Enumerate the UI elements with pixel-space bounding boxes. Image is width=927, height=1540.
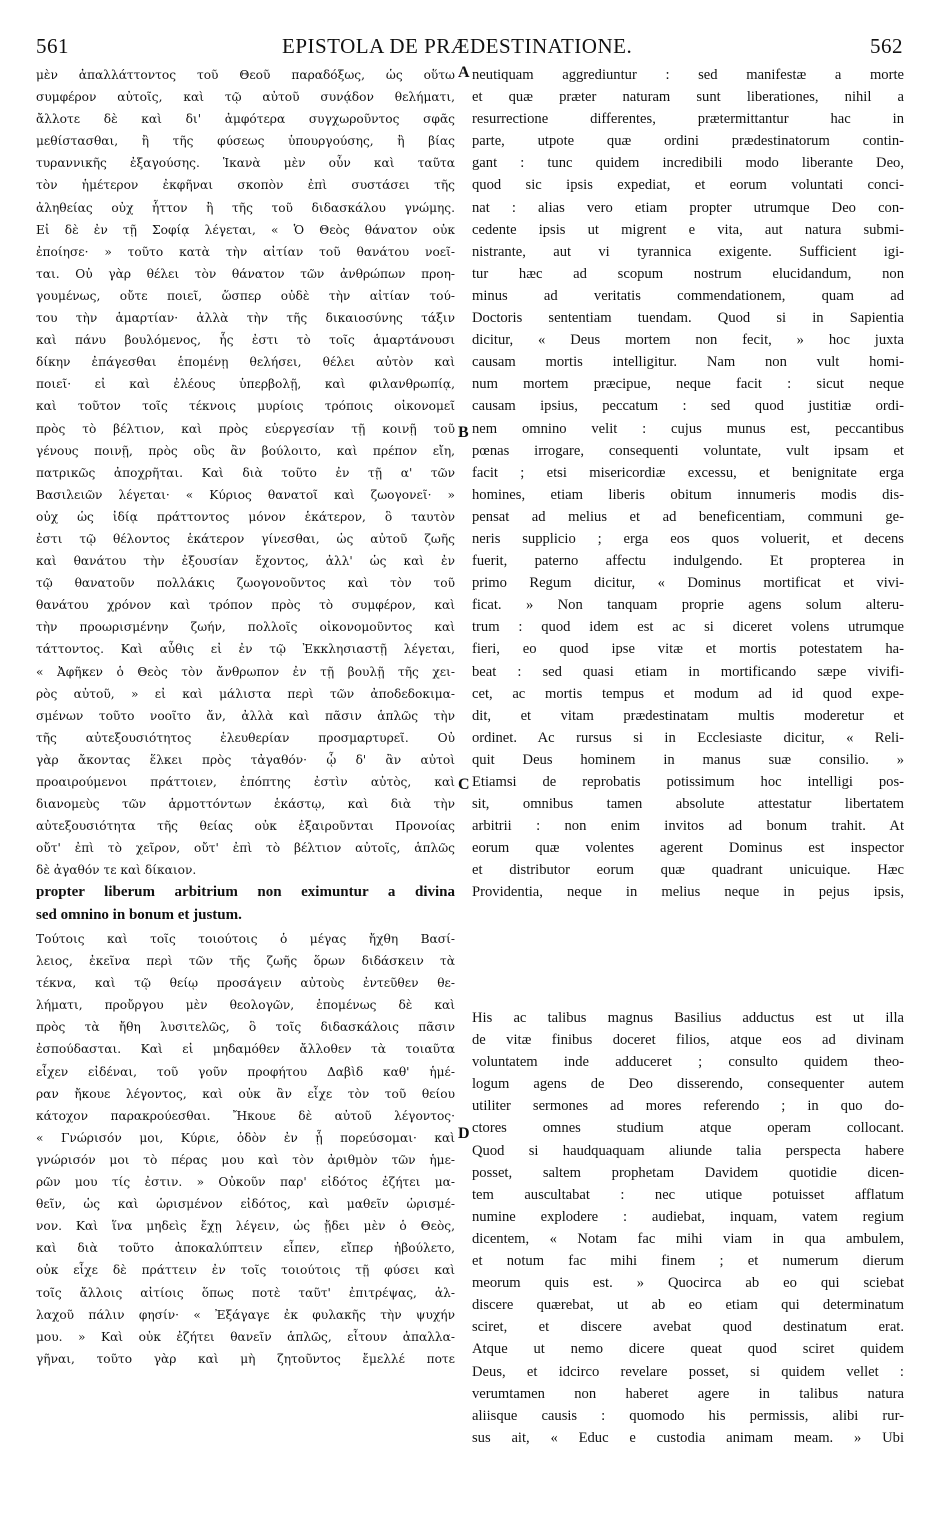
margin-letter-a: A xyxy=(458,64,470,81)
text-line: καὶ πάνυ βουλόμενος, ἧς ἐστι τὸ τοῖς ἁμαρτάνουσι xyxy=(36,333,455,348)
text-line: gant : tunc quidem incredibili modo liberante Deo, xyxy=(472,155,904,172)
text-line: parte, utpote quæ ordini prædestinatorum contin- xyxy=(472,133,904,150)
text-line: His ac talibus magnus Basilius adductus est ut illa xyxy=(472,1010,904,1026)
text-line: Εἰ δὲ ἐν τῇ Σοφίᾳ λέγεται, « Ὁ Θεὸς θάνατον οὐκ xyxy=(36,222,455,237)
text-line: quod sic ipsis expediat, et eorum voluntati conci- xyxy=(472,177,904,194)
text-line: τάττοντος. Καὶ αὖθις εἰ ἐν τῷ Ἐκκλησιαστῇ λέγεται, xyxy=(36,642,455,657)
text-line: τέκνα, καὶ τῷ θείῳ προσάγειν αὐτοὺς ἐντεῦθεν θε- xyxy=(36,976,455,991)
text-line: meorum quis est. » Quocirca ab eo qui sciebat xyxy=(472,1275,904,1292)
text-line: resurrectione differentes, prætermittantur hac in xyxy=(472,111,904,128)
greek-column-bottom xyxy=(36,928,455,1370)
greek-column-top xyxy=(36,64,455,881)
text-line: eorum quæ volentes agerent Dominus est inspector xyxy=(472,840,904,857)
text-line: numine explodere : audiebat, inquam, vatem regium xyxy=(472,1208,904,1225)
text-line: τοῖς ἄλλοις αἰτίοις ὅπως ποτὲ ταῦτ' ἐπιτρέψας, ἀλ- xyxy=(36,1285,455,1300)
text-line: facit ; etsi misericordiæ excessu, et benignitate erga xyxy=(472,464,904,481)
text-line: μεθίστασθαι, ἢ τῆς φύσεως ὑπουργούσης, ἢ βίας xyxy=(36,134,455,149)
text-line: sed omnino in bonum et justum. xyxy=(36,907,242,923)
text-line: θεῖν, ὡς καὶ ὡρισμένον εἰδότος, καὶ μαθεῖν ὡρισμέ- xyxy=(36,1197,455,1212)
text-line: et notum fac mihi finem ; et numerum dierum xyxy=(472,1253,904,1270)
text-line: γουμένως, οὔτε ποιεῖ, ὥσπερ οὐδὲ τὴν αἰτίαν τού- xyxy=(36,288,455,303)
text-line: propter liberum arbitrium non eximuntur a divina xyxy=(36,884,455,900)
text-line: et distributor eorum quæ quadrant unicuique. Hæc xyxy=(472,862,904,879)
text-line: neris supplicio ; erga eos quos voluerit, et decens xyxy=(472,530,904,547)
text-line: ἄλλοτε δὲ καὶ δι' ἀμφότερα συγχωροῦντος σφᾶς xyxy=(36,112,455,127)
text-line: posset, saltem prophetam Davidem quotidie dicen- xyxy=(472,1164,904,1181)
text-line: πατρικῶς ἀποχρῆται. Καὶ διὰ τοῦτο ἐν τῇ α' τῶν xyxy=(36,465,455,480)
text-line: λαχοῦ πάλιν φησίν· « Ἐξάγαγε ἐκ φυλακῆς τὴν ψυχήν xyxy=(36,1307,455,1322)
text-line: τῷ θανατοῦν πολλάκις ζωογονοῦντος καὶ τὸν τοῦ xyxy=(36,576,455,591)
text-line: γένους ποινῇ, πρὸς οὓς ἂν βούλοιτο, καὶ πρέπον εἴη, xyxy=(36,443,455,458)
text-line: minus ad veritatis commendationem, quam ad xyxy=(472,287,904,304)
text-line: Atque ut nemo dicere queat quod sciret quidem xyxy=(472,1341,904,1358)
text-line: quit Deus hominem in manus suæ consilio. » xyxy=(472,751,904,768)
text-line: σμένων τοῦτο νοοῖτο ἄν, ἀλλὰ καὶ πᾶσιν ἁπλῶς τὴν xyxy=(36,708,455,723)
text-line: του τὴν ἁμαρτίαν· ἀλλὰ τὴν τῆς δικαιοσύνης τάξιν xyxy=(36,311,455,326)
text-line: εἶχεν εἰδέναι, τοῦ γοῦν προφήτου Δαβὶδ καθ' ἡμέ- xyxy=(36,1064,455,1079)
text-line: μου. » Καὶ οὐκ ἐζήτει θανεῖν ἁπλῶς, εἶτουν ἀπαλλα- xyxy=(36,1329,455,1344)
text-line: ordinet. Ac rursus si in Ecclesiaste dicitur, « Reli- xyxy=(472,729,904,746)
text-line: nistrante, aut vi tyrannica exigente. Sufficient igi- xyxy=(472,243,904,260)
text-line: προαιρούμενοι πράττοιεν, ἐπόπτης ἐστὶν αὐτὸς, καὶ xyxy=(36,775,455,789)
text-line: καὶ τοῦτον τοῖς τέκνοις μυρίοις τρόποις οἰκονομεῖ xyxy=(36,399,455,414)
text-line: μὲν ἀπαλλάττοντος τοῦ Θεοῦ παραδόξως, ὡς οὕτω xyxy=(36,68,455,82)
text-line: διανομεὺς τῶν ἁρμοττόντων ἑκάστῳ, καὶ διὰ τὴν xyxy=(36,797,455,812)
latin-continuation-wide xyxy=(36,881,455,927)
text-line: « Ἀφῆκεν ὁ Θεὸς τὸν ἄνθρωπον ἐν τῇ βουλῇ τῆς χει- xyxy=(36,664,455,679)
page-number-left: 561 xyxy=(36,34,69,58)
text-line: ποιεῖ· εἰ καὶ ἐλέους ὑπερβολῇ, καὶ φιλανθρωπίᾳ, xyxy=(36,377,455,392)
text-line: τὸν ἡμέτερον ἐκφῆναι σκοπὸν ἐπὶ συστάσει τῆς xyxy=(36,178,455,193)
text-line: dicitur, « Deus mortem non fecit, » hoc juxta xyxy=(472,332,904,349)
text-line: causam ipsius, peccatum : sed quod justitiæ ordi- xyxy=(472,398,904,415)
text-line: οὔτ' ἐπὶ τὸ χεῖρον, οὔτ' ἐπὶ τὸ βέλτιον αὐτοῖς, ἁπλῶς xyxy=(36,841,455,856)
text-line: κάτοχον παρακρούεσθαι. Ἤκουε δὲ αὐτοῦ λέγοντος· xyxy=(36,1108,455,1123)
text-line: Doctoris sententiam tuendam. Quod si in Sapientia xyxy=(472,310,904,327)
text-line: trum : quod idem est ac si diceret volens utrumque xyxy=(472,619,904,636)
text-line: Deus, et idcirco revelare posset, si quidem vellet : xyxy=(472,1363,904,1380)
text-line: fuerit, paterno affectu indulgendo. Et propterea in xyxy=(472,553,904,570)
text-line: fieri, eo quod ipse vitæ et mortis potestatem ha- xyxy=(472,641,904,658)
running-title: EPISTOLA DE PRÆDESTINATIONE. xyxy=(282,34,633,58)
text-line: θανάτου χρόνον καὶ τρόπον πρὸς τὸ συμφέρον, καὶ xyxy=(36,598,455,613)
text-line: cet, ac mortis tempus et modum ad id quod expe- xyxy=(472,685,904,702)
text-line: primo Regum dicitur, « Dominus mortificat et vivi- xyxy=(472,575,904,592)
text-line: cedente ipsis ut migrent e vita, aut natura submi- xyxy=(472,221,904,238)
text-line: ραν ἤκουε λέγοντος, καὶ οὐκ ἂν εἶχε τὸν τοῦ θείου xyxy=(36,1086,455,1101)
text-line: καὶ θανάτου τὴν ἐξουσίαν ἔχοντος, ἀλλ' ὡς καὶ ἐν xyxy=(36,554,455,569)
text-line: αὐτεξουσιότητα τῆς θείας οὐκ ἐξαιροῦνται Προνοίας xyxy=(36,819,455,834)
text-line: nat : alias vero etiam propter utrumque Deo con- xyxy=(472,199,904,216)
text-line: sus ait, « Educ e custodia animam meam. » Ubi xyxy=(472,1429,904,1446)
text-line: arbitrii : non enim invitos ad bonum trahit. At xyxy=(472,818,904,835)
text-line: ctores omnes studium atque operam collocant. xyxy=(472,1120,904,1137)
text-line: οὐχ ὡς ἰδίᾳ πράττοντος μόνον ἑκάτερον, ὃ ταυτὸν xyxy=(36,509,455,524)
text-line: Βασιλειῶν λέγεται· « Κύριος θανατοῖ καὶ ζωογονεῖ· » xyxy=(36,487,455,502)
text-line: Quod si haudquaquam aliunde talia perspecta habere xyxy=(472,1142,904,1159)
text-line: tem auscultabat : nec utique potuisset afflatum xyxy=(472,1186,904,1203)
text-line: et quæ præter naturam sunt liberationes, nihil a xyxy=(472,89,904,106)
text-line: νον. Καὶ ἵνα μηδεὶς ἔχῃ λέγειν, ὡς ᾔδει μὲν ὁ Θεὸς, xyxy=(36,1219,455,1234)
text-line: neutiquam aggrediuntur : sed manifestæ a morte xyxy=(472,67,904,83)
text-line: ἐστι τῷ θέλοντος ἑκάτερον γίνεσθαι, ὡς αὐτοῦ ζωῆς xyxy=(36,531,455,546)
margin-letter-d: D xyxy=(458,1125,470,1142)
text-line: τὴν προωρισμένην ζωήν, πολλοῖς οἰκονομοῦντος καὶ xyxy=(36,620,455,635)
text-line: δίκην ἐπάγεσθαι ἑπομένῃ θελήσει, θέλει αὐτὸν καὶ xyxy=(36,355,455,370)
text-line: λειος, ἐκεῖνα περὶ τῶν τῆς ζωῆς ὅρων διδάσκειν τὰ xyxy=(36,954,455,969)
text-line: τῆς αὐτεξουσιότητος ἐλευθερίαν προσμαρτυρεῖ. Οὐ xyxy=(36,730,455,745)
text-line: nem omnino velit : cujus munus est, peccantibus xyxy=(472,420,904,437)
text-line: dit, et vitam prædestinatam multis moderetur et xyxy=(472,707,904,724)
text-line: dicentem, « Notam fac mihi viam in qua ambulem, xyxy=(472,1230,904,1247)
text-line: γῆναι, τοῦτο γὰρ καὶ μὴ ζητοῦντος ἔμελλέ ποτε xyxy=(36,1351,455,1366)
text-line: ται. Οὐ γὰρ θέλει τὸν θάνατον τῶν ἀνθρώπων προη- xyxy=(36,266,455,281)
text-line: sciret, et discere avebat quod destinatum erat. xyxy=(472,1319,904,1336)
text-line: beat : sed quasi etiam in mortificando sæpe vivifi- xyxy=(472,663,904,680)
text-line: γὰρ ἄκοντας ἕλκει πρὸς τἀγαθόν· ᾧ δ' ἂν αὐτοὶ xyxy=(36,752,455,767)
text-line: homines, etiam liberis obitum innumeris modis dis- xyxy=(472,486,904,503)
text-line: verumtamen non haberet agere in talibus natura xyxy=(472,1385,904,1402)
text-line: tur hæc ad scopum nostrum elucidandum, non xyxy=(472,265,904,282)
text-line: λήματι, προὔργου μὲν θεολογῶν, ἑπομένως δὲ καὶ xyxy=(36,998,455,1013)
text-line: ἀληθείας οὐχ ἧττον ἢ τῆς τοῦ διδασκάλου γνώμης. xyxy=(36,200,455,215)
text-line: συμφέρον αὐτοῖς, καὶ τῷ αὐτοῦ συνᾴδον θελήματι, xyxy=(36,90,455,105)
text-line: πρὸς τὰ ἤθη λυσιτελῶς, ὃ τοῖς διδασκάλοις πᾶσιν xyxy=(36,1020,455,1035)
text-line: ficat. » Non tanquam proprie agens solum alteru- xyxy=(472,597,904,614)
text-line: δὲ ἀγαθόν τε καὶ δίκαιον. xyxy=(36,863,197,878)
text-line: ρῶν μου τίς ἐστιν. » Οὐκοῦν παρ' εἰδότος ἐζήτει μα- xyxy=(36,1175,455,1190)
text-line: καὶ διὰ τοῦτο ἀποκαλύπτειν εἶπεν, εἴπερ ἠβούλετο, xyxy=(36,1241,455,1256)
margin-letter-b: B xyxy=(458,424,469,441)
text-line: logum agens de Deo disserendo, consequenter autem xyxy=(472,1076,904,1093)
text-line: « Γνώρισόν μοι, Κύριε, ὁδὸν ἐν ᾗ πορεύσομαι· καὶ xyxy=(36,1130,455,1145)
text-line: voluntatem inde adduceret ; consulto quidem theo- xyxy=(472,1054,904,1071)
text-line: causam mortis intelligitur. Nam non vult homi- xyxy=(472,354,904,371)
text-line: Etiamsi de reprobatis potissimum hoc intelligi pos- xyxy=(472,774,904,790)
text-line: Providentia, neque in melius neque in pejus ipsis, xyxy=(472,884,904,901)
page-number-right: 562 xyxy=(870,34,903,58)
text-line: discere quærebat, ut ab eo etiam qui determinatum xyxy=(472,1297,904,1314)
margin-letter-c: C xyxy=(458,776,470,793)
text-line: Τούτοις καὶ τοῖς τοιούτοις ὁ μέγας ἤχθη Βασί- xyxy=(36,932,455,946)
text-line: οὐκ εἶχε δὲ πράττειν ἐν τοῖς τοιούτοις τῇ φύσει καὶ xyxy=(36,1263,455,1278)
running-header xyxy=(36,34,903,60)
text-line: πρὸς τὸ βέλτιον, καὶ πρὸς εὐεργεσίαν τῇ κοινῇ τοῦ xyxy=(36,421,455,436)
text-line: ἐσπούδασται. Καὶ εἰ μηδαμόθεν ἄλλοθεν τὰ τοιαῦτα xyxy=(36,1042,455,1057)
latin-column-top xyxy=(472,64,904,904)
text-line: num mortem præcipue, neque facit : sicut neque xyxy=(472,376,904,393)
latin-column-bottom xyxy=(472,1007,904,1449)
text-line: pœnas irrogare, consequenti voluntate, vult ipsam et xyxy=(472,442,904,459)
text-line: τυραννικῆς ἐξαγούσης. Ἱκανὰ μὲν οὖν καὶ ταῦτα xyxy=(36,156,455,171)
text-line: ἐποίησε· » τοῦτο κατὰ τὴν αἰτίαν τοῦ θανάτου νοεῖ- xyxy=(36,244,455,259)
text-line: sit, omnibus tamen absolute attestatur libertatem xyxy=(472,796,904,813)
text-line: γνώρισόν μοι τὸ πέρας μου καὶ τὸν ἀριθμὸν τῶν ἡμε- xyxy=(36,1152,455,1167)
text-line: ρὸς αὐτοῦ, » εἰ καὶ μάλιστα περὶ τῶν ἀποδεδοκιμα- xyxy=(36,686,455,701)
text-line: pensat ad melius et ad beneficentiam, communi ge- xyxy=(472,508,904,525)
text-line: utiliter sermones ad mores referendo ; in quo do- xyxy=(472,1098,904,1115)
text-line: aliisque causis : quomodo his permissis, alibi rur- xyxy=(472,1407,904,1424)
text-line: de vitæ finibus doceret filios, atque eos ad divinam xyxy=(472,1032,904,1049)
